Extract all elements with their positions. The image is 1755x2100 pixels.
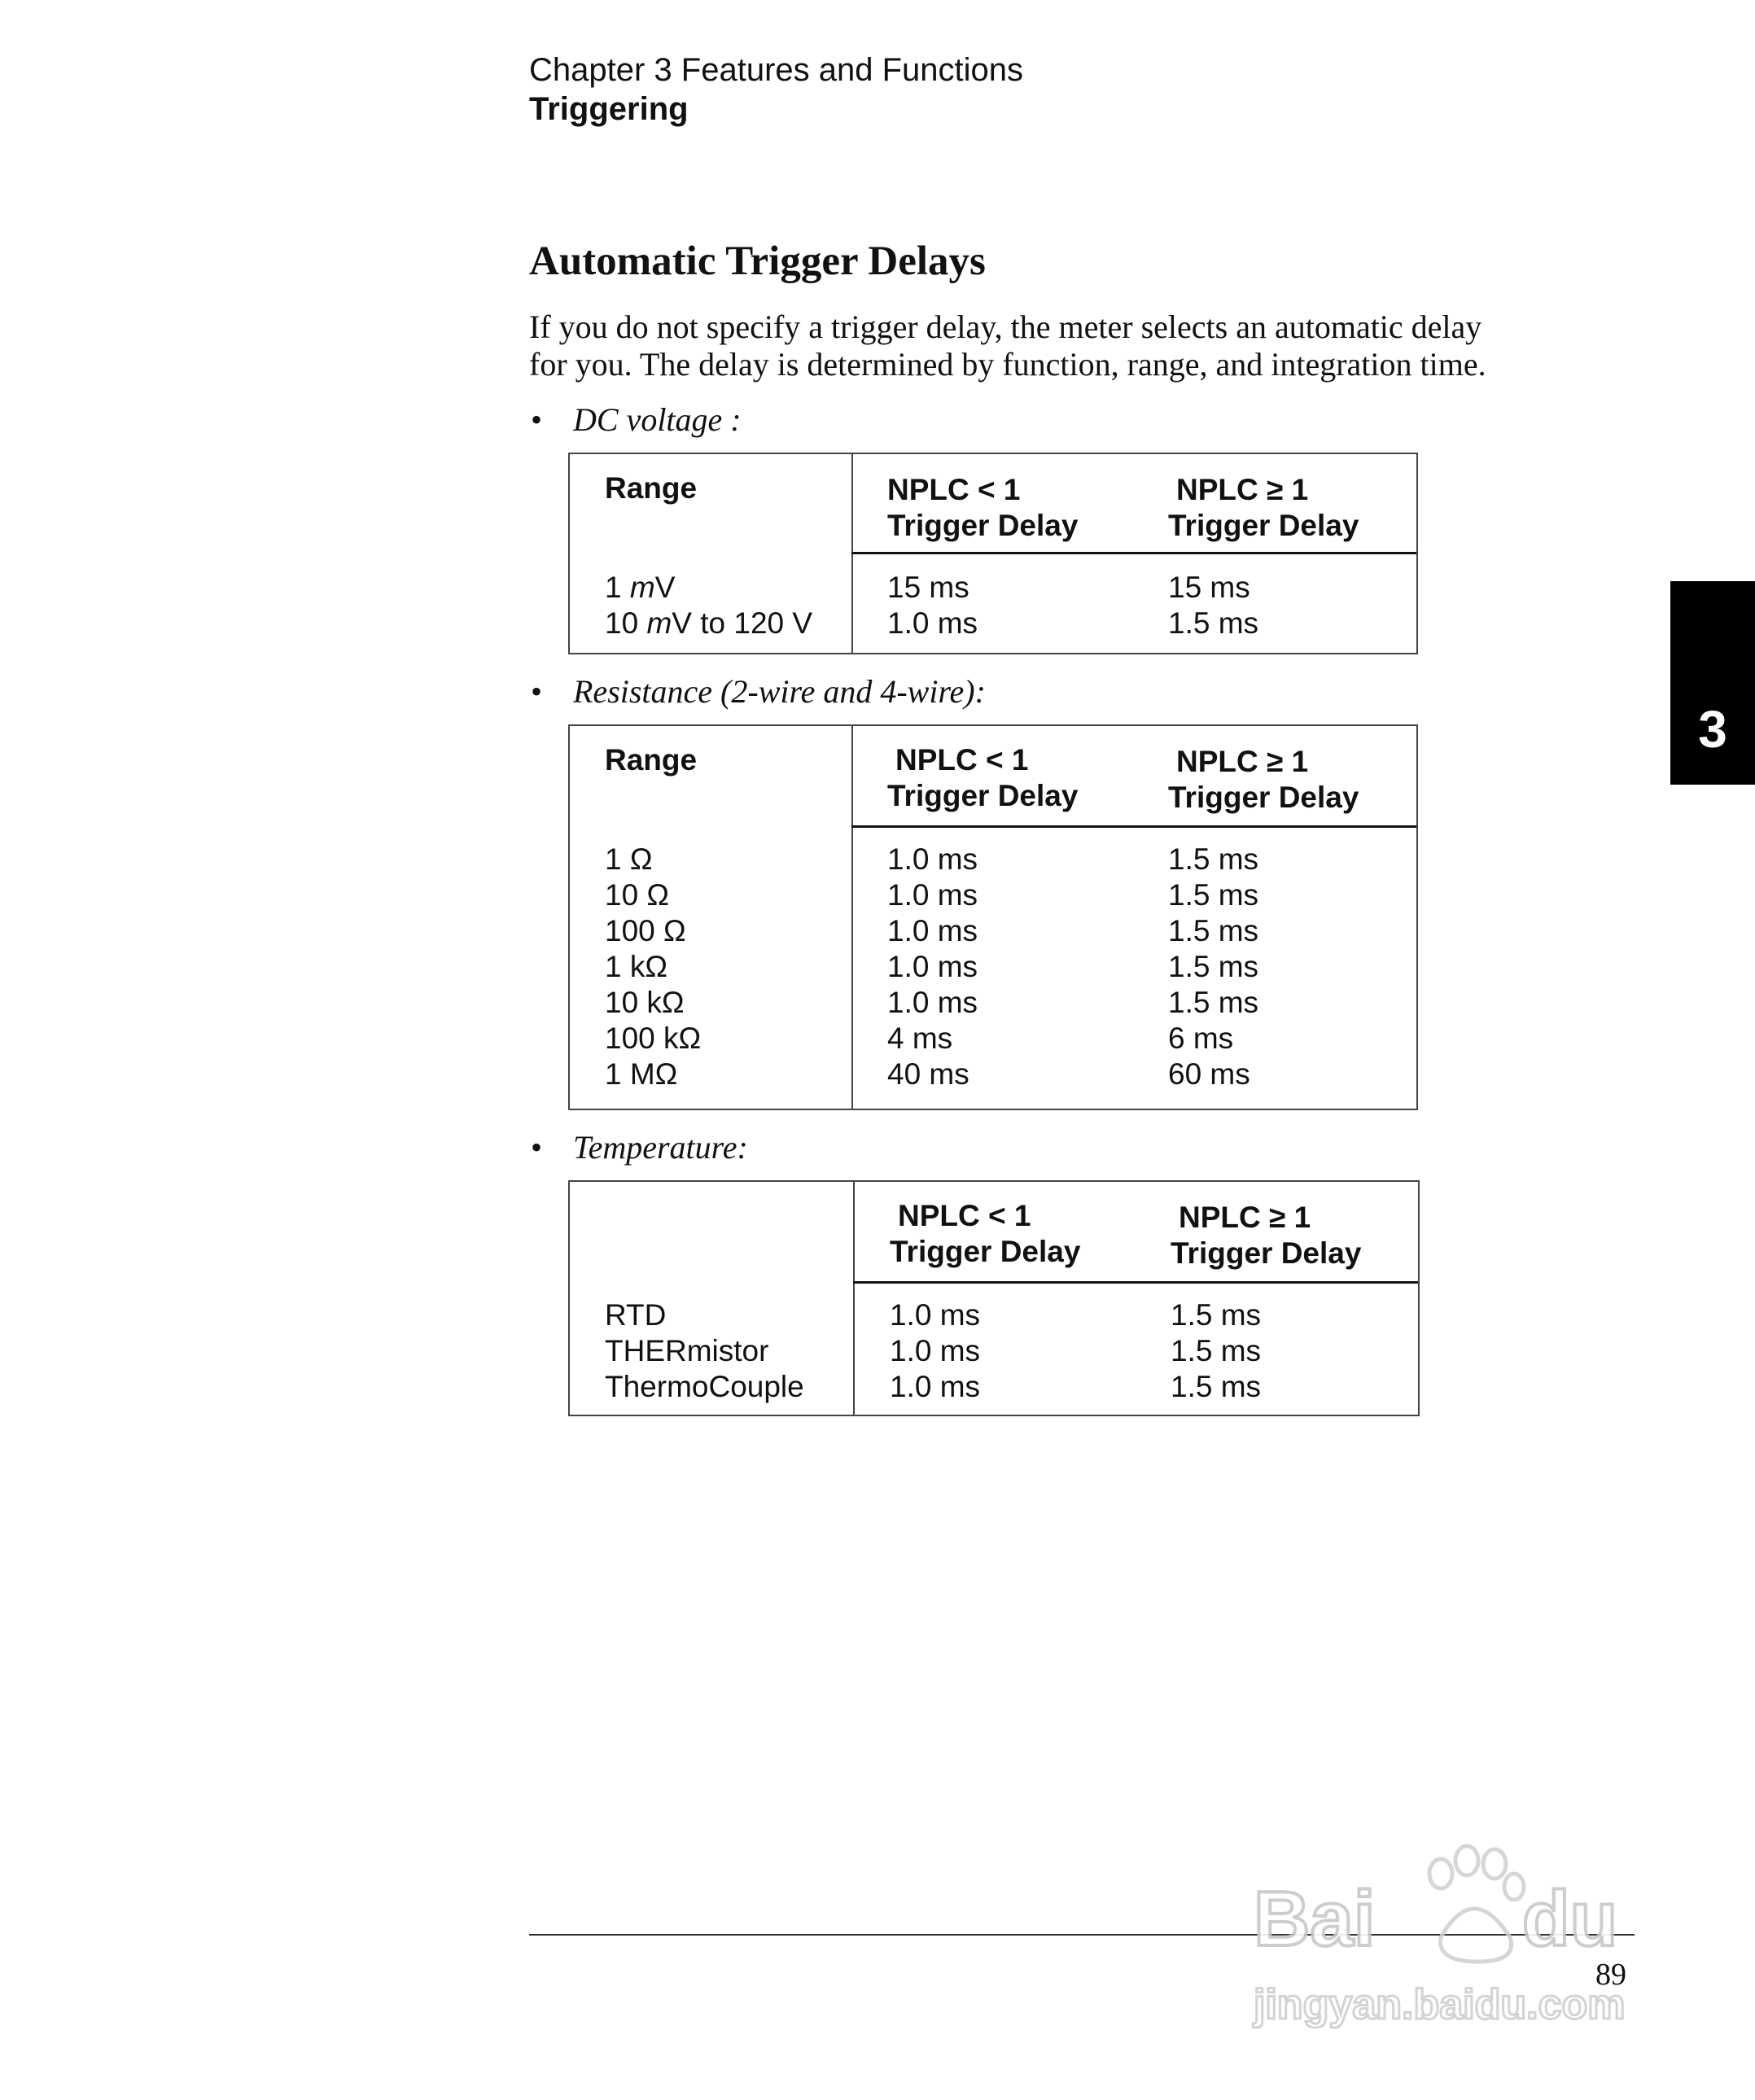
baidu-jingyan-watermark-icon [1237,1823,1661,2035]
range-cell: 1 MΩ [605,1057,678,1091]
column-divider [851,726,853,1109]
resistance-table [568,724,1418,1110]
delay-nplc-ge-cell: 1.5 ms [1168,950,1259,983]
bullet-resistance [531,672,986,711]
header-trigger-delay: Trigger Delay [1168,781,1359,814]
header-trigger-delay: Trigger Delay [890,1235,1081,1268]
column-divider [853,1182,855,1415]
section-heading: Automatic Trigger Delays [529,238,986,284]
range-cell: 100 Ω [605,914,686,947]
delay-nplc-ge-cell: 1.5 ms [1168,914,1259,947]
header-rule [851,552,1416,554]
page-number: 89 [1595,1958,1626,1992]
delay-nplc-ge-cell: 6 ms [1168,1022,1234,1055]
chapter-side-tab [1670,581,1755,785]
delay-nplc-lt-cell: 1.0 ms [887,842,978,876]
bullet-dot-icon: • [531,401,543,438]
delay-nplc-ge-cell: 1.5 ms [1171,1298,1262,1332]
header-nplc-lt-1: NPLC < 1 [898,1199,1031,1232]
delay-nplc-ge-cell: 1.5 ms [1171,1334,1262,1367]
range-cell: 10 Ω [605,878,670,912]
bullet-dot-icon: • [531,673,543,710]
delay-nplc-ge-cell: 1.5 ms [1168,606,1259,640]
header-rule [851,825,1416,828]
range-cell: 10 kΩ [605,986,685,1019]
sensor-cell: RTD [605,1298,667,1332]
svg-text:Bai: Bai [1254,1875,1376,1962]
delay-nplc-lt-cell: 1.0 ms [890,1298,981,1332]
bullet-label: DC voltage : [573,401,742,438]
header-rule [853,1281,1418,1284]
bullet-label: Resistance (2-wire and 4-wire): [573,673,986,710]
delay-nplc-lt-cell: 1.0 ms [887,606,978,640]
delay-nplc-lt-cell: 1.0 ms [887,878,978,912]
header-trigger-delay: Trigger Delay [887,509,1079,542]
delay-nplc-lt-cell: 1.0 ms [887,914,978,947]
range-cell: 10 mV to 120 V [605,606,813,640]
header-nplc-ge-1: NPLC ≥ 1 [1176,745,1309,778]
delay-nplc-lt-cell: 15 ms [887,571,969,604]
chapter-tab-number: 3 [1698,700,1727,759]
delay-nplc-ge-cell: 1.5 ms [1168,986,1259,1019]
header-nplc-ge-1: NPLC ≥ 1 [1179,1201,1311,1234]
running-header-section: Triggering [529,91,689,127]
sensor-cell: THERmistor [605,1334,769,1367]
intro-paragraph-line: for you. The delay is determined by function, range, and integration time. [529,346,1486,383]
delay-nplc-ge-cell: 15 ms [1168,571,1250,604]
header-trigger-delay: Trigger Delay [1171,1236,1362,1270]
bullet-dc-voltage [531,400,742,439]
svg-text:jingyan.baidu.com: jingyan.baidu.com [1254,1981,1626,2028]
header-nplc-lt-1: NPLC < 1 [887,473,1021,506]
delay-nplc-lt-cell: 1.0 ms [890,1370,981,1403]
dc-voltage-table [568,453,1418,654]
header-range: Range [605,471,698,505]
header-nplc-lt-1: NPLC < 1 [895,743,1029,777]
delay-nplc-lt-cell: 1.0 ms [890,1334,981,1367]
range-cell: 1 kΩ [605,950,668,983]
bullet-label: Temperature: [573,1129,748,1166]
header-nplc-ge-1: NPLC ≥ 1 [1176,473,1309,506]
delay-nplc-ge-cell: 60 ms [1168,1057,1250,1091]
header-trigger-delay: Trigger Delay [1168,509,1359,542]
bullet-dot-icon: • [531,1129,543,1166]
delay-nplc-ge-cell: 1.5 ms [1168,842,1259,876]
delay-nplc-lt-cell: 1.0 ms [887,950,978,983]
delay-nplc-lt-cell: 4 ms [887,1022,953,1055]
range-cell: 1 mV [605,571,676,604]
header-range: Range [605,743,698,777]
delay-nplc-ge-cell: 1.5 ms [1171,1370,1262,1403]
range-cell: 100 kΩ [605,1022,702,1055]
delay-nplc-lt-cell: 40 ms [887,1057,969,1091]
bullet-temperature [531,1128,748,1166]
range-cell: 1 Ω [605,842,653,876]
svg-text:du: du [1522,1875,1618,1962]
delay-nplc-ge-cell: 1.5 ms [1168,878,1259,912]
intro-paragraph-line: If you do not specify a trigger delay, the meter selects an automatic delay [529,308,1482,345]
delay-nplc-lt-cell: 1.0 ms [887,986,978,1019]
header-trigger-delay: Trigger Delay [887,779,1079,812]
sensor-cell: ThermoCouple [605,1370,804,1403]
running-header-chapter: Chapter 3 Features and Functions [529,52,1024,88]
temperature-table [568,1180,1420,1416]
